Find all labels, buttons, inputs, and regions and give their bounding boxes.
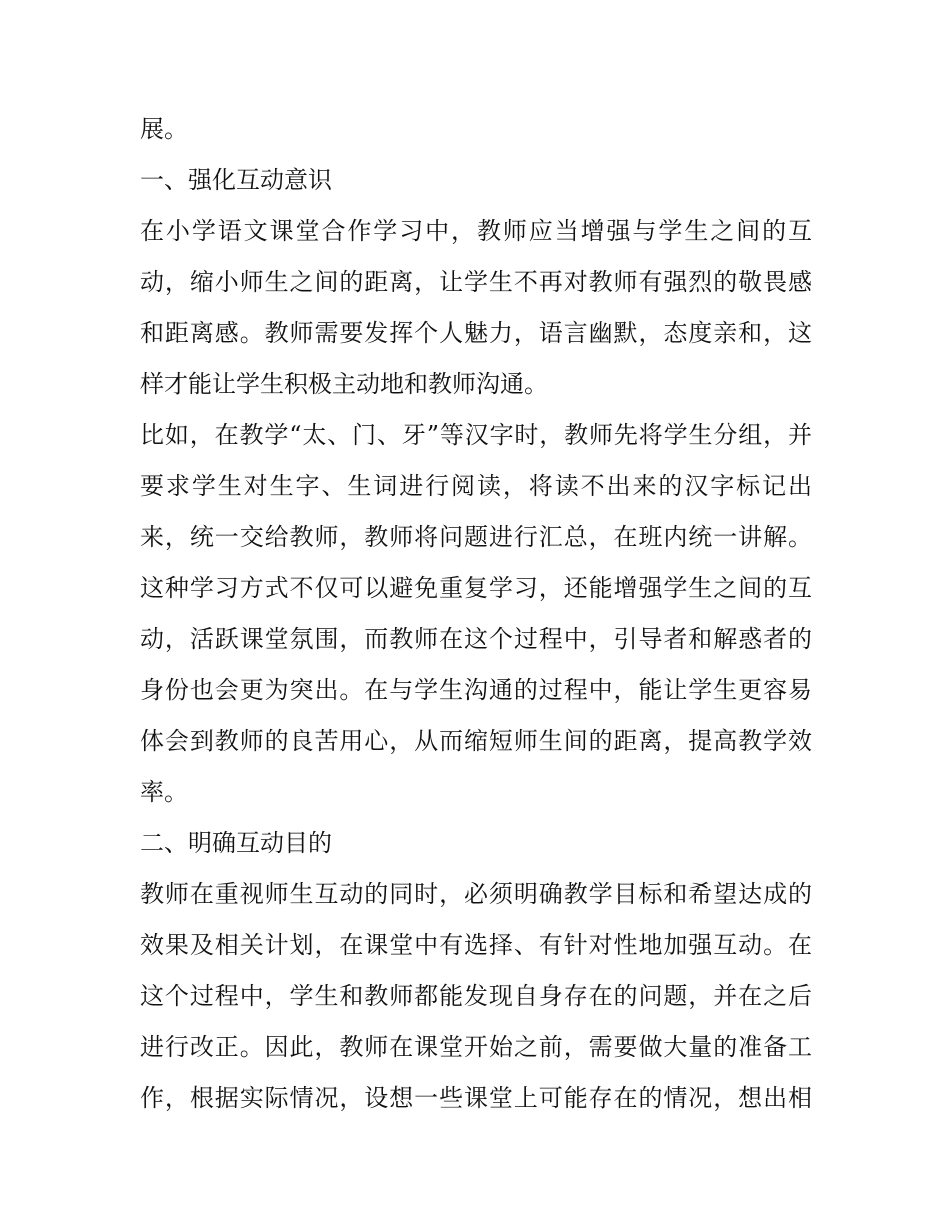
text-line: 比如，在教学“太、门、牙”等汉字时，教师先将学生分组，并 — [140, 421, 812, 449]
text-line: 身份也会更为突出。在与学生沟通的过程中，能让学生更容易 — [140, 676, 812, 704]
text-line: 动，缩小师生之间的距离，让学生不再对教师有强烈的敬畏感 — [140, 268, 812, 296]
text-line: 效果及相关计划，在课堂中有选择、有针对性地加强互动。在 — [140, 931, 812, 959]
text-line: 来，统一交给教师，教师将问题进行汇总，在班内统一讲解。 — [140, 523, 812, 551]
text-line: 展。 — [140, 115, 188, 143]
section-heading-1: 一、强化互动意识 — [140, 166, 332, 194]
text-line: 体会到教师的良苦用心，从而缩短师生间的距离，提高教学效 — [140, 727, 812, 755]
text-line: 这种学习方式不仅可以避免重复学习，还能增强学生之间的互 — [140, 574, 812, 602]
text-line: 在小学语文课堂合作学习中，教师应当增强与学生之间的互 — [140, 217, 812, 245]
text-line: 率。 — [140, 778, 188, 806]
text-line: 教师在重视师生互动的同时，必须明确教学目标和希望达成的 — [140, 880, 812, 908]
text-line: 动，活跃课堂氛围，而教师在这个过程中，引导者和解惑者的 — [140, 625, 812, 653]
document-body — [140, 104, 812, 1124]
section-heading-2: 二、明确互动目的 — [140, 829, 332, 857]
text-line: 作，根据实际情况，设想一些课堂上可能存在的情况，想出相 — [140, 1084, 812, 1112]
text-line: 这个过程中，学生和教师都能发现自身存在的问题，并在之后 — [140, 982, 812, 1010]
text-line: 要求学生对生字、生词进行阅读，将读不出来的汉字标记出 — [140, 472, 812, 500]
text-line: 样才能让学生积极主动地和教师沟通。 — [140, 370, 548, 398]
text-line: 进行改正。因此，教师在课堂开始之前，需要做大量的准备工 — [140, 1033, 812, 1061]
text-line: 和距离感。教师需要发挥个人魅力，语言幽默，态度亲和，这 — [140, 319, 812, 347]
